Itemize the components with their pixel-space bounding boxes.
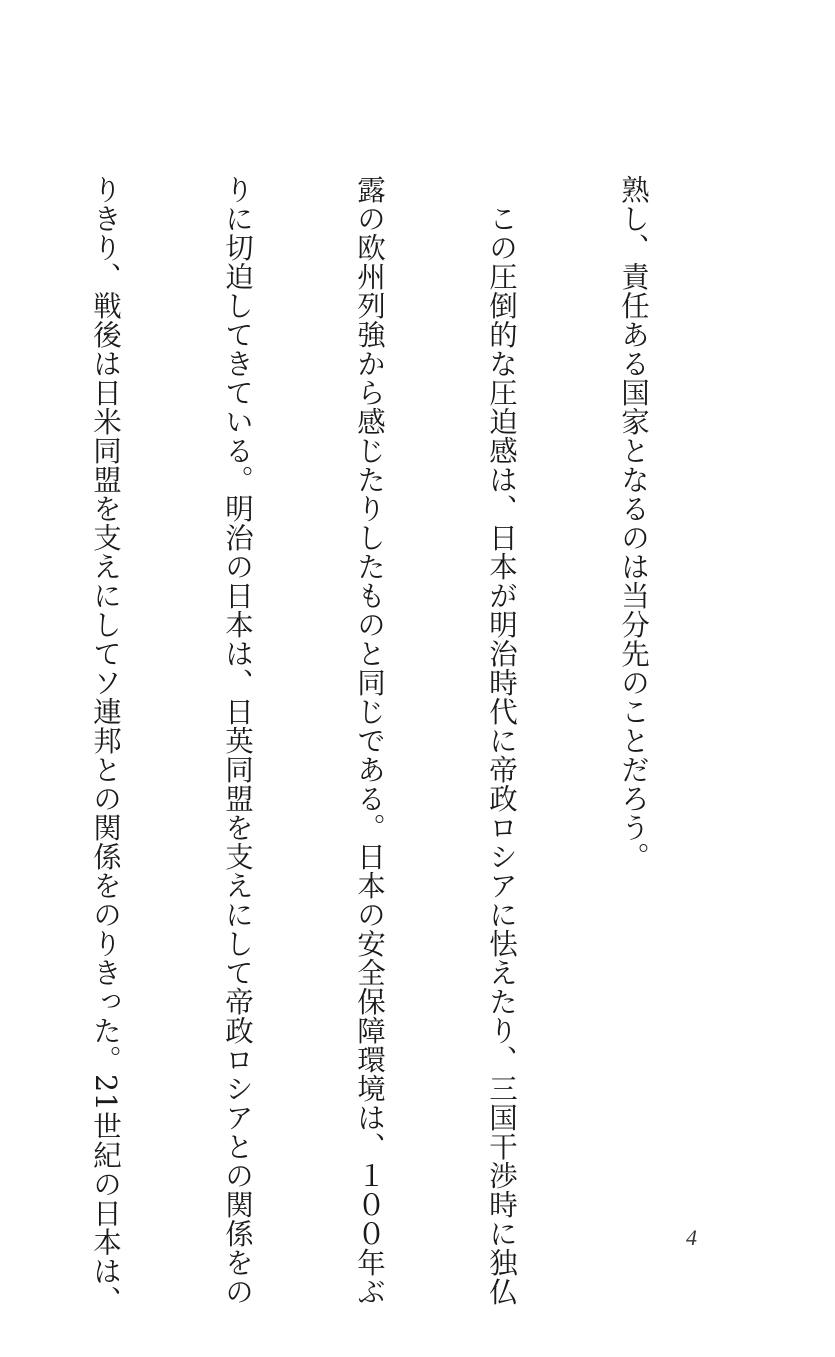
page-number: 4 <box>686 1225 697 1250</box>
text-line: りに切迫してきている。明治の日本は、日英同盟を支えにして帝政ロシアとの関係をの <box>221 175 254 1306</box>
text-line: この圧倒的な圧迫感は、日本が明治時代に帝政ロシアに怯えたり、三国干渉時に独仏 <box>485 175 518 1306</box>
vertical-body-text <box>0 175 743 1315</box>
text-line: りきり、戦後は日米同盟を支えにしてソ連邦との関係をのりきった。21世紀の日本は、 <box>89 175 122 1315</box>
text-line: 露の欧州列強から感じたりしたものと同じである。日本の安全保障環境は、１００年ぶ <box>353 175 386 1306</box>
text-line: 熟し、責任ある国家となるのは当分先のことだろう。 <box>617 175 650 871</box>
